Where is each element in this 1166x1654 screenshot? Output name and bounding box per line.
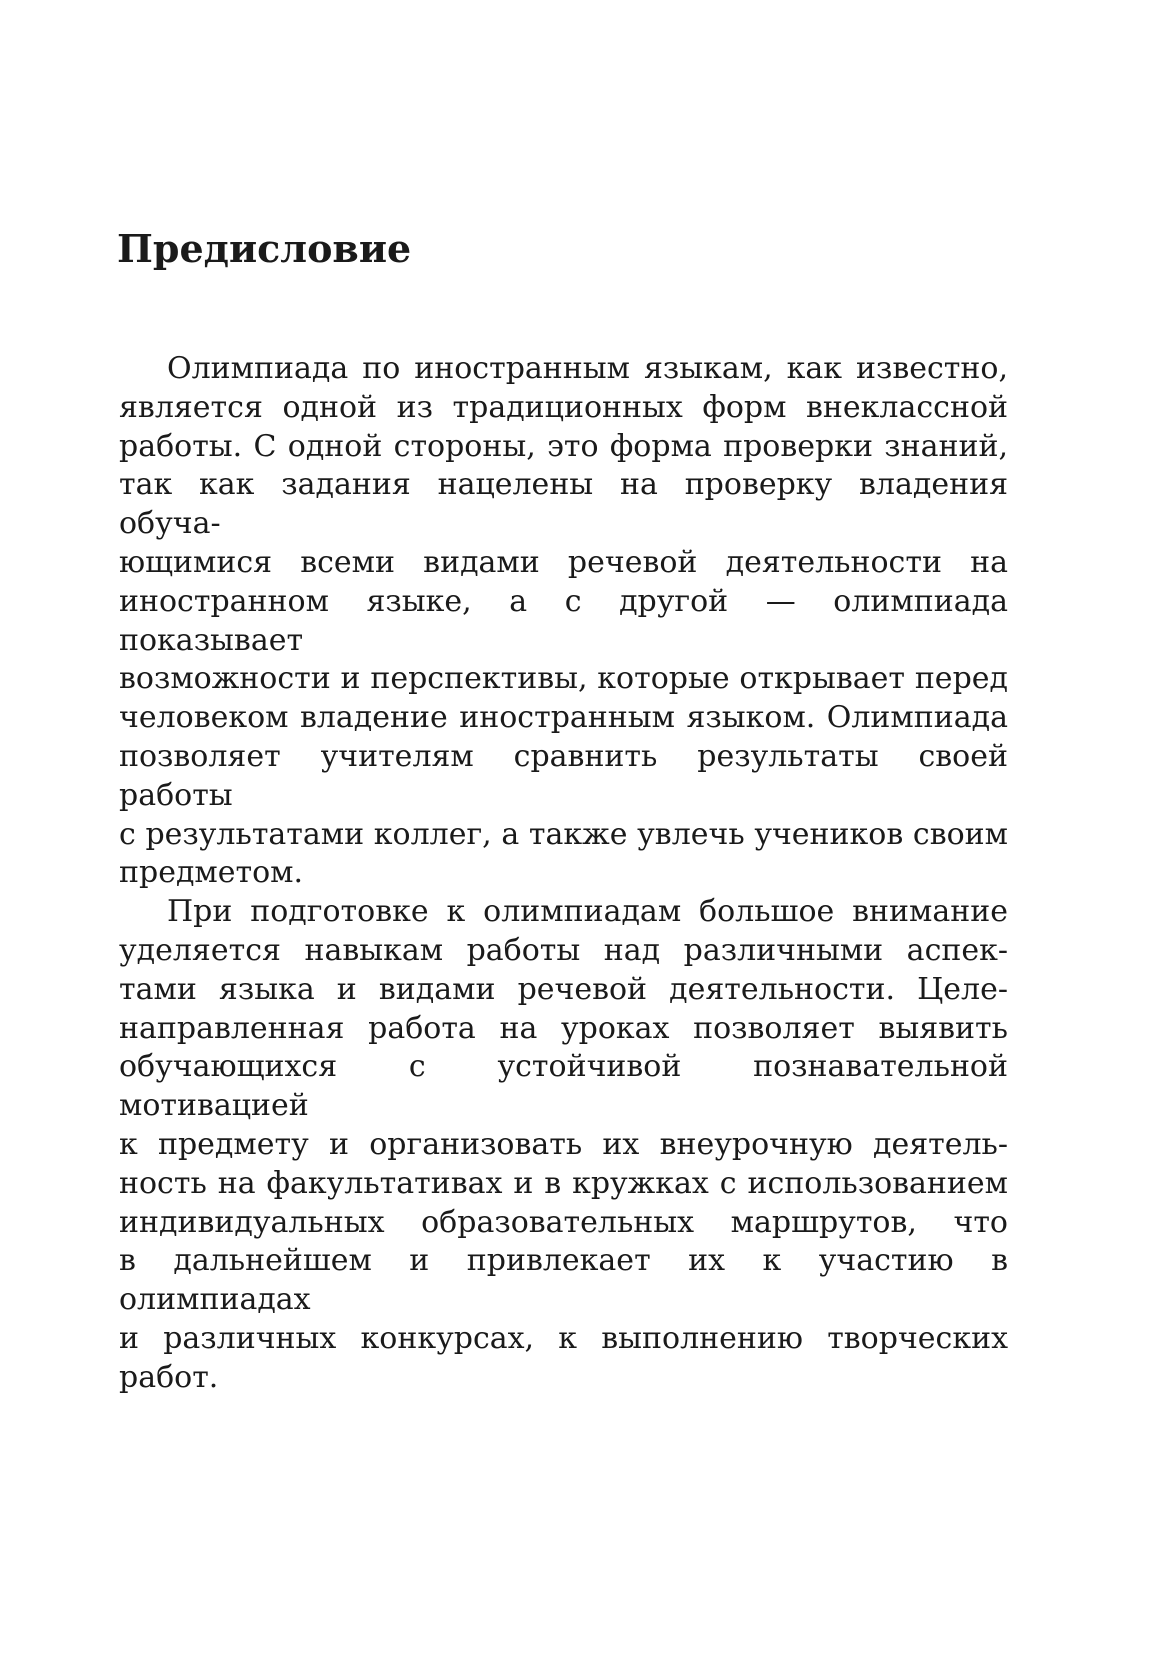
text-line: ющимися всеми видами речевой деятельности на: [119, 544, 1008, 580]
text-line: позволяет учителям сравнить результаты своей работы: [119, 738, 1008, 813]
text-line: уделяется навыкам работы над различными аспек-: [119, 932, 1008, 968]
text-line: иностранном языке, а с другой — олимпиада показывает: [119, 583, 1008, 658]
text-line: и различных конкурсах, к выполнению творческих работ.: [119, 1320, 1008, 1395]
text-line: тами языка и видами речевой деятельности. Целе-: [119, 971, 1008, 1007]
text-line: в дальнейшем и привлекает их к участию в олимпиадах: [119, 1243, 1008, 1318]
text-line: с результатами коллег, а также увлечь учеников своим: [119, 816, 1008, 852]
text-line: человеком владение иностранным языком. Олимпиада: [119, 700, 1008, 736]
body-text: [119, 350, 1008, 1398]
page-title: Предисловие: [117, 226, 412, 271]
text-line: к предмету и организовать их внеурочную деятель-: [119, 1126, 1008, 1162]
text-line: индивидуальных образовательных маршрутов, что: [119, 1204, 1008, 1240]
text-line: ность на факультативах и в кружках с использованием: [119, 1165, 1008, 1201]
paragraph-preparation: [119, 893, 1008, 1397]
text-line: направленная работа на уроках позволяет выявить: [119, 1010, 1008, 1046]
text-line: Олимпиада по иностранным языкам, как известно,: [167, 351, 1008, 386]
text-line: возможности и перспективы, которые открывает перед: [119, 661, 1008, 697]
text-line: предметом.: [119, 855, 304, 891]
text-line: так как задания нацелены на проверку владения обуча-: [119, 467, 1008, 542]
paragraph-intro-olympiad: [119, 350, 1008, 893]
text-line: является одной из традиционных форм внеклассной: [119, 389, 1008, 425]
text-line: При подготовке к олимпиадам большое внимание: [167, 894, 1008, 930]
text-line: работы. С одной стороны, это форма проверки знаний,: [119, 428, 1008, 464]
text-line: обучающихся с устойчивой познавательной мотивацией: [119, 1049, 1008, 1124]
